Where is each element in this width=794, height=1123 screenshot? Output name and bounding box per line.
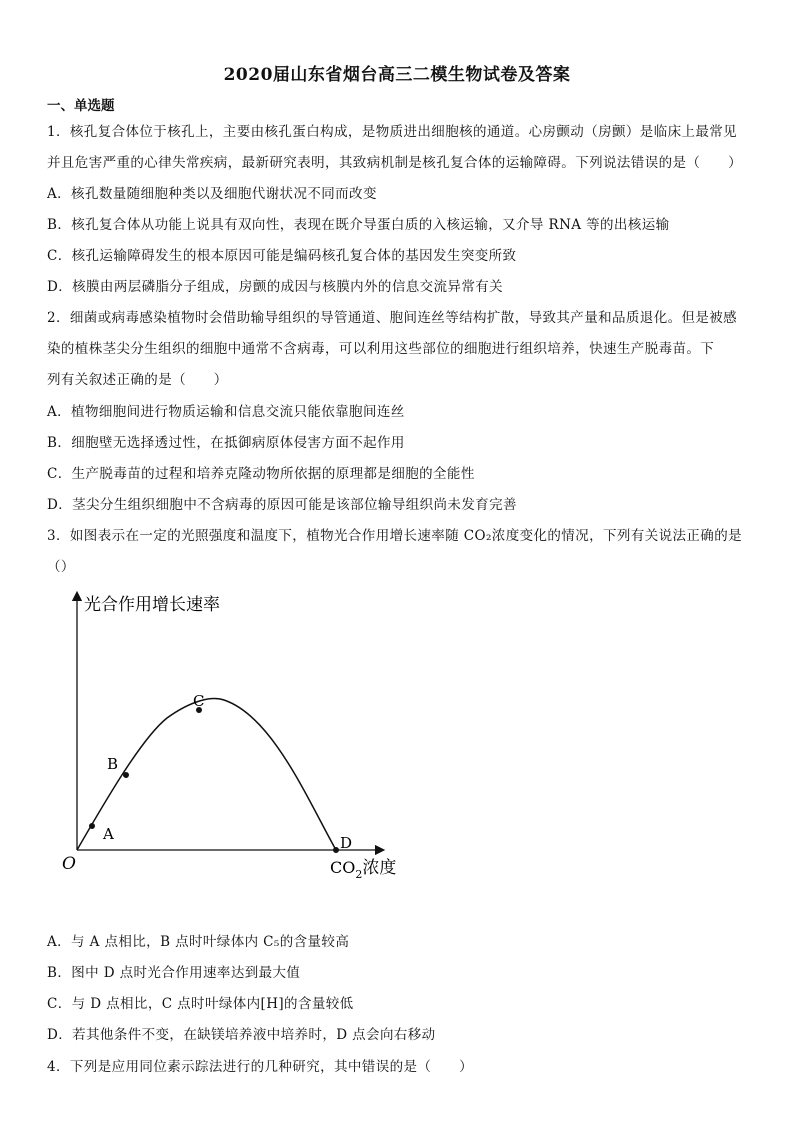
section-heading: 一、单选题 [47,98,115,114]
point-b-marker [123,772,129,778]
question-1-option-b: B．核孔复合体从功能上说具有双向性，表现在既介导蛋白质的入核运输，又介导 RNA 等的出核运输 [47,217,670,233]
point-a-label: A [103,825,114,843]
point-a-marker [89,823,95,829]
question-1-option-c: C．核孔运输障碍发生的根本原因可能是编码核孔复合体的基因发生突变所致 [47,248,517,264]
question-3-option-a: A．与 A 点相比，B 点时叶绿体内 C₅的含量较高 [47,934,350,950]
question-3-option-c: C．与 D 点相比，C 点时叶绿体内[H]的含量较低 [47,996,354,1012]
question-2-stem-line-3: 列有关叙述正确的是（ ） [47,372,228,388]
y-axis-label: 光合作用增长速率 [84,595,220,615]
question-2-stem-line-1: 2．细菌或病毒感染植物时会借助输导组织的导管通道、胞间连丝等结构扩散，导致其产量和品质退化。但是被感 [47,310,738,326]
question-3-option-d: D．若其他条件不变，在缺镁培养液中培养时，D 点会向右移动 [47,1027,436,1043]
question-1-option-a: A．核孔数量随细胞种类以及细胞代谢状况不同而改变 [47,186,377,202]
question-2-option-c: C．生产脱毒苗的过程和培养克隆动物所依据的原理都是细胞的全能性 [47,466,475,482]
question-1-option-d: D．核膜由两层磷脂分子组成，房颤的成因与核膜内外的信息交流异常有关 [47,279,504,295]
figure-svg [52,588,412,888]
origin-label: O [62,854,76,874]
question-2-stem-line-2: 染的植株茎尖分生组织的细胞中通常不含病毒，可以利用这些部位的细胞进行组织培养，快速生产脱毒苗。下 [47,341,715,357]
point-b-label: B [107,755,119,773]
question-3-stem-line-2: （） [47,559,75,575]
point-c-label: C [193,692,205,710]
question-1-stem-line-1: 1．核孔复合体位于核孔上，主要由核孔蛋白构成，是物质进出细胞核的通道。心房颤动（房颤）是临床上最常见 [47,124,738,140]
rate-curve [77,699,336,850]
point-d-label: D [340,834,353,852]
question-2-option-d: D．茎尖分生组织细胞中不含病毒的原因可能是该部位输导组织尚未发育完善 [47,497,517,513]
question-2-option-a: A．植物细胞间进行物质运输和信息交流只能依靠胞间连丝 [47,404,405,420]
question-1-stem-line-2: 并且危害严重的心律失常疾病，最新研究表明，其致病机制是核孔复合体的运输障碍。下列说法错误的是（ ） [47,155,742,171]
question-3-stem-line-1: 3．如图表示在一定的光照强度和温度下，植物光合作用增长速率随 CO₂浓度变化的情况，下列有关说法正确的是 [47,528,742,544]
point-d-marker [333,847,339,853]
x-axis-label: $CO_2$浓度 [330,858,397,881]
page-title: 2020届山东省烟台高三二模生物试卷及答案 [223,65,571,85]
question-2-option-b: B．细胞壁无选择透过性，在抵御病原体侵害方面不起作用 [47,435,405,451]
question-3-option-b: B．图中 D 点时光合作用速率达到最大值 [47,965,301,981]
question-4-stem: 4．下列是应用同位素示踪法进行的几种研究，其中错误的是（ ） [47,1059,473,1075]
co2-rate-figure [52,588,412,888]
